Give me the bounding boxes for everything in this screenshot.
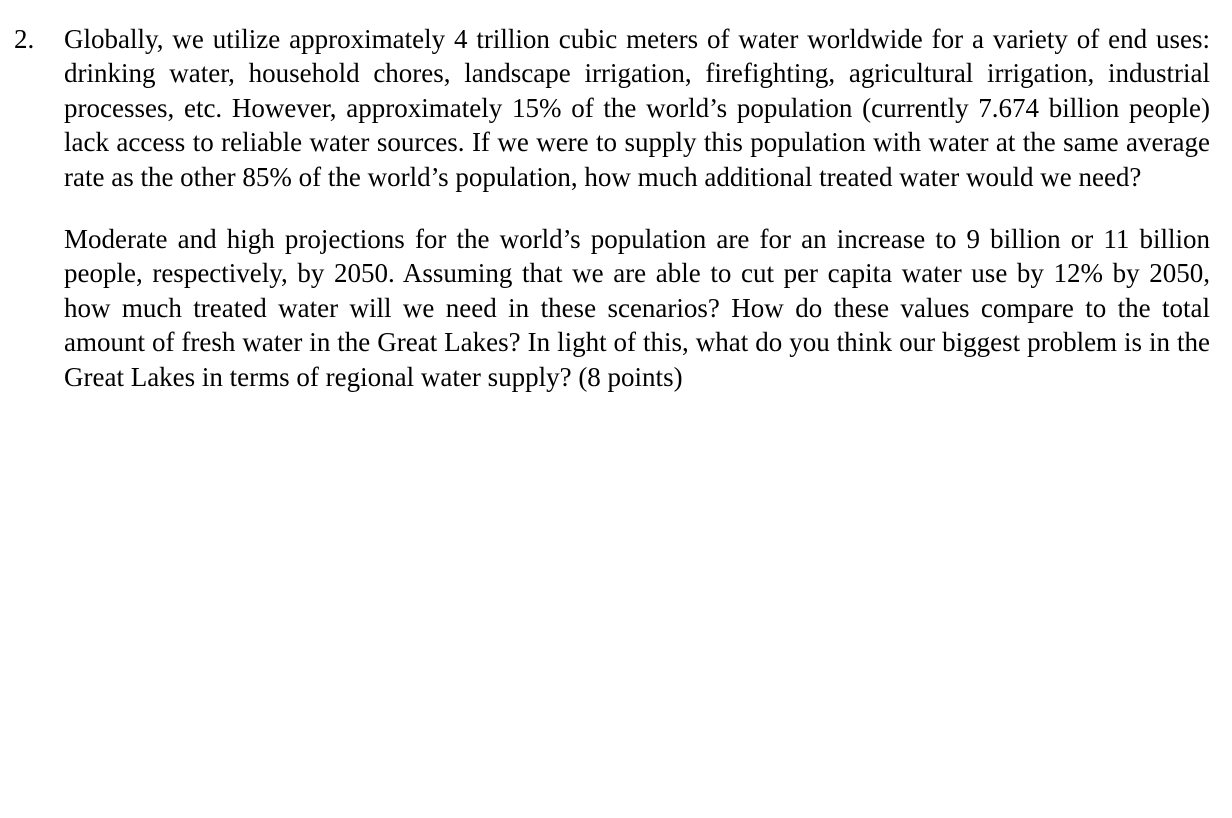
question-number: 2. <box>14 24 35 54</box>
question-paragraph-1: Globally, we utilize approximately 4 trillion cubic meters of water worldwide for a variety of end uses: drinking water, household chores, landscape irrigation, firefighting, agricultural irrigation, industrial processes, etc. However, approximately 15% of the world’s population (currently 7.674 billion people) lack access to reliable water sources. If we were to supply this population with water at the same average rate as the other 85% of the world’s population, how much additional treated water would we need? <box>64 24 1210 192</box>
question-2 <box>14 22 1210 394</box>
question-body <box>64 22 1210 394</box>
question-paragraph-2: Moderate and high projections for the world’s population are for an increase to 9 billion or 11 billion people, respectively, by 2050. Assuming that we are able to cut per capita water use by 12% by 2050, how much treated water will we need in these scenarios? How do these values compare to the total amount of fresh water in the Great Lakes? In light of this, what do you think our biggest problem is in the Great Lakes in terms of regional water supply? (8 points) <box>64 224 1210 392</box>
